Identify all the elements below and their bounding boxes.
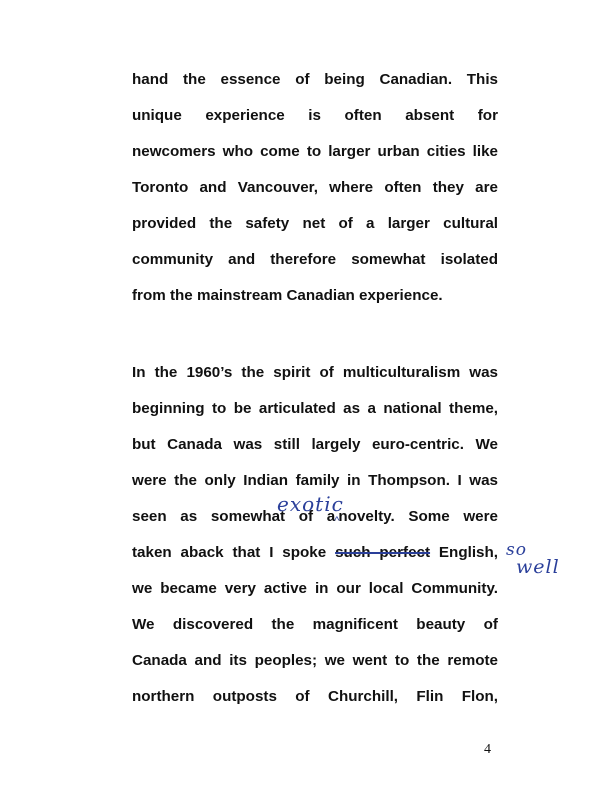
text-line: community and therefore somewhat isolated — [132, 251, 498, 268]
text-line: Toronto and Vancouver, where often they are — [132, 179, 498, 196]
text-line: Canada and its peoples; we went to the remote — [132, 652, 498, 669]
text-line-with-strikethrough — [132, 543, 498, 563]
text-line: unique experience is often absent for — [132, 107, 498, 124]
text-line: newcomers who come to larger urban cities like — [132, 143, 498, 160]
handwritten-insertion: exotic — [277, 492, 344, 516]
text-line: were the only Indian family in Thompson. I was — [132, 472, 498, 489]
handwritten-margin-note-line-2: well — [516, 556, 560, 578]
text-segment: taken aback that I spoke — [132, 544, 336, 561]
text-line: but Canada was still largely euro-centric. We — [132, 436, 498, 453]
text-line: we became very active in our local Community. — [132, 580, 498, 597]
text-line: from the mainstream Canadian experience. — [132, 287, 443, 304]
text-line: beginning to be articulated as a national theme, — [132, 400, 498, 417]
text-segment: novelty. Some were — [338, 508, 498, 525]
handwritten-margin-note-line-1: so — [506, 540, 527, 560]
struck-text: such perfect — [335, 544, 431, 561]
text-line: We discovered the magnificent beauty of — [132, 616, 498, 633]
page-number: 4 — [484, 742, 491, 757]
text-line: northern outposts of Churchill, Flin Flon, — [132, 688, 498, 705]
insertion-caret: ^ — [334, 515, 340, 527]
text-line: provided the safety net of a larger cultural — [132, 215, 498, 232]
text-segment: English, — [430, 544, 498, 561]
text-line: hand the essence of being Canadian. This — [132, 71, 498, 88]
text-segment: seen as somewhat of a — [132, 508, 336, 525]
text-line: In the 1960’s the spirit of multiculturalism was — [132, 364, 498, 381]
